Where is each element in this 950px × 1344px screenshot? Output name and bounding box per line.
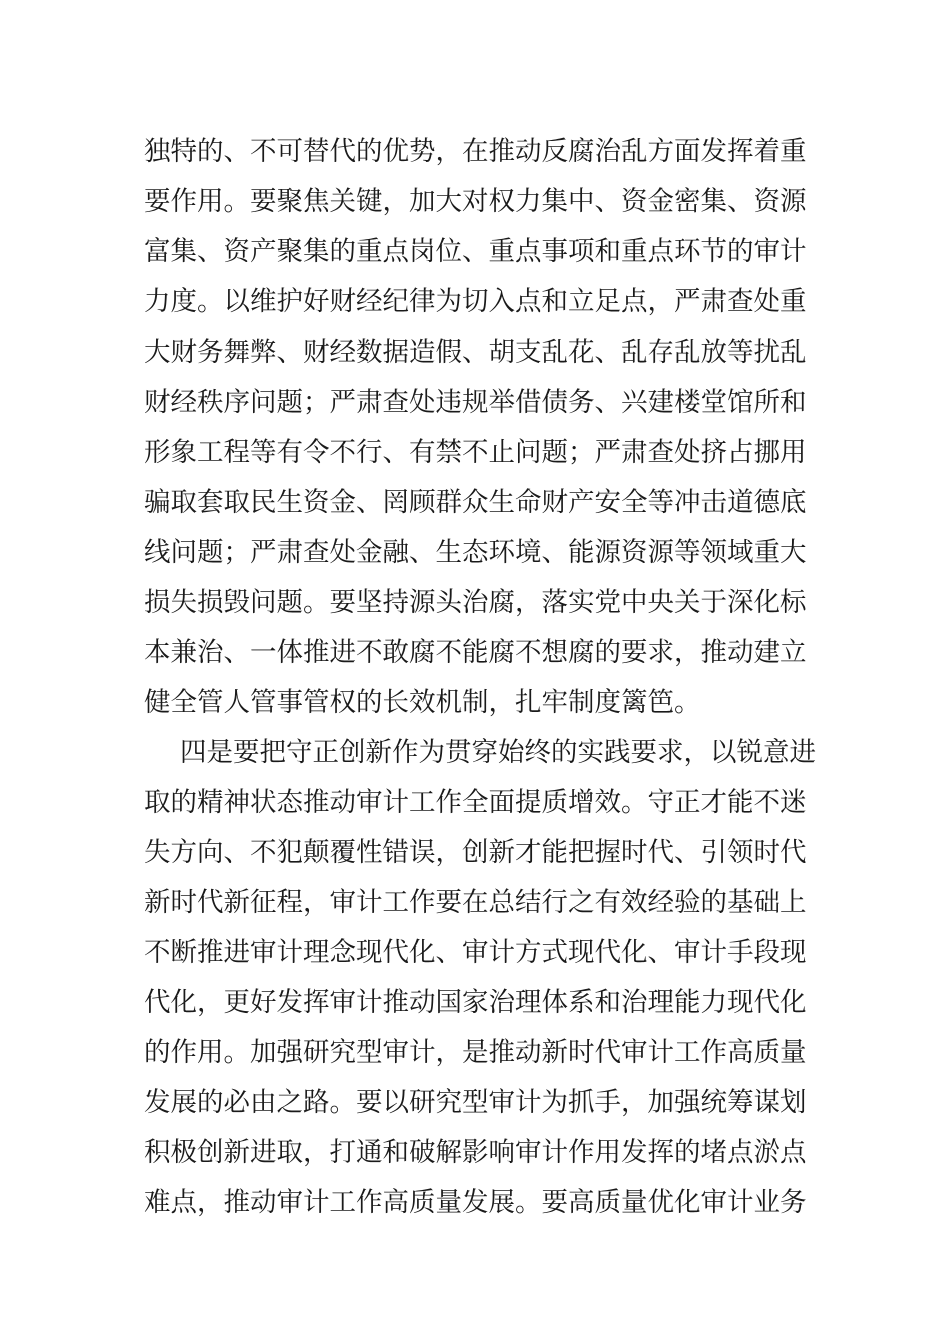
paragraph-1-line-6: 财经秩序问题；严肃查处违规举借债务、兴建楼堂馆所和	[144, 387, 807, 418]
paragraph-1-line-1: 独特的、不可替代的优势，在推动反腐治乱方面发挥着重	[144, 136, 807, 167]
paragraph-2-line-1: 四是要把守正创新作为贯穿始终的实践要求，以锐意进	[180, 737, 816, 768]
paragraph-2-line-8: 发展的必由之路。要以研究型审计为抓手，加强统筹谋划	[144, 1087, 807, 1118]
paragraph-2-line-6: 代化，更好发挥审计推动国家治理体系和治理能力现代化	[144, 987, 807, 1018]
paragraph-1-line-4: 力度。以维护好财经纪律为切入点和立足点，严肃查处重	[144, 286, 807, 317]
paragraph-1-line-3: 富集、资产聚集的重点岗位、重点事项和重点环节的审计	[144, 236, 807, 267]
paragraph-2-line-9: 积极创新进取，打通和破解影响审计作用发挥的堵点淤点	[144, 1137, 807, 1168]
paragraph-1-line-8: 骗取套取民生资金、罔顾群众生命财产安全等冲击道德底	[144, 487, 807, 518]
paragraph-1-line-11: 本兼治、一体推进不敢腐不能腐不想腐的要求，推动建立	[144, 637, 807, 668]
paragraph-1-line-7: 形象工程等有令不行、有禁不止问题；严肃查处挤占挪用	[144, 437, 807, 468]
paragraph-2-line-5: 不断推进审计理念现代化、审计方式现代化、审计手段现	[144, 937, 807, 968]
paragraph-2-line-7: 的作用。加强研究型审计，是推动新时代审计工作高质量	[144, 1037, 807, 1068]
paragraph-1-line-10: 损失损毁问题。要坚持源头治腐，落实党中央关于深化标	[144, 587, 807, 618]
paragraph-2-line-2: 取的精神状态推动审计工作全面提质增效。守正才能不迷	[144, 787, 807, 818]
paragraph-2-line-4: 新时代新征程，审计工作要在总结行之有效经验的基础上	[144, 887, 807, 918]
paragraph-1-line-2: 要作用。要聚焦关键，加大对权力集中、资金密集、资源	[144, 186, 807, 217]
paragraph-1-line-5: 大财务舞弊、财经数据造假、胡支乱花、乱存乱放等扰乱	[144, 337, 807, 368]
paragraph-2-line-10: 难点，推动审计工作高质量发展。要高质量优化审计业务	[144, 1187, 807, 1218]
paragraph-1-line-9: 线问题；严肃查处金融、生态环境、能源资源等领域重大	[144, 537, 807, 568]
paragraph-1-line-12: 健全管人管事管权的长效机制，扎牢制度篱笆。	[144, 687, 701, 718]
paragraph-2-line-3: 失方向、不犯颠覆性错误，创新才能把握时代、引领时代	[144, 837, 807, 868]
